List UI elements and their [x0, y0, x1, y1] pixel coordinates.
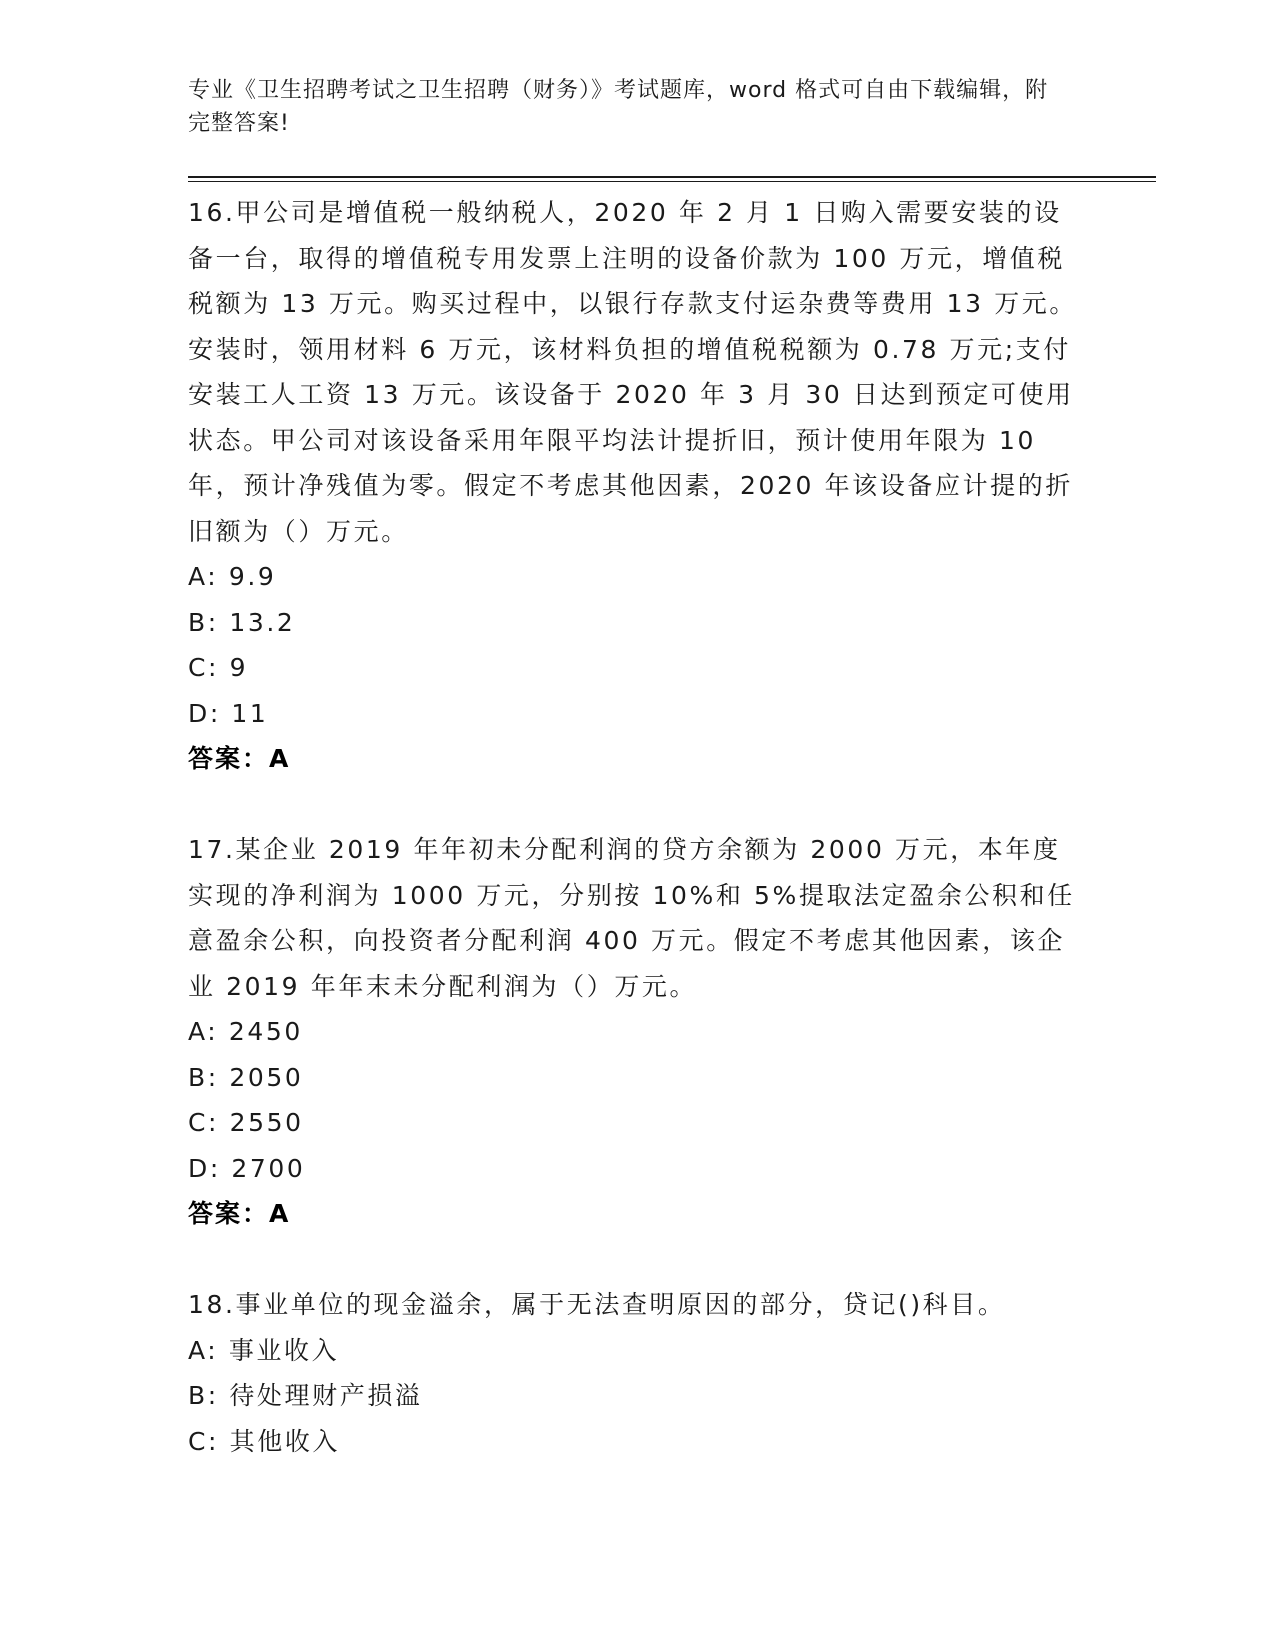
option-b: B: 13.2 — [188, 607, 296, 637]
header-rule-thick — [188, 176, 1156, 178]
option-a: A: 9.9 — [188, 562, 277, 591]
question-17 — [188, 827, 1088, 1237]
answer-label: 答案：A — [188, 744, 291, 773]
option-d: D: 2700 — [188, 1153, 306, 1183]
option-d: D: 11 — [188, 698, 269, 728]
option-a: A: 事业收入 — [188, 1335, 340, 1365]
header-rule-thin — [188, 181, 1156, 182]
questions-content — [188, 190, 1088, 1464]
option-c: C: 9 — [188, 653, 249, 682]
option-b: B: 待处理财产损溢 — [188, 1381, 423, 1410]
answer-label: 答案：A — [188, 1199, 291, 1228]
question-18 — [188, 1282, 1088, 1464]
spacer — [188, 782, 1088, 828]
option-c: C: 2550 — [188, 1108, 304, 1137]
option-b: B: 2050 — [188, 1062, 304, 1092]
question-stem: 17.某企业 2019 年年初未分配利润的贷方余额为 2000 万元，本年度实现的净利润为 1000 万元，分别按 10%和 5%提取法定盈余公积和任意盈余公积，向投资者分配利润 400 万元。假定不考虑其他因素，该企业 2019 年年末未分配利润为（）万元。 — [188, 835, 1075, 1001]
question-16 — [188, 190, 1088, 782]
question-stem: 18.事业单位的现金溢余，属于无法查明原因的部分，贷记()科目。 — [188, 1290, 1006, 1319]
question-stem: 16.甲公司是增值税一般纳税人，2020 年 2 月 1 日购入需要安装的设备一台，取得的增值税专用发票上注明的设备价款为 100 万元，增值税税额为 13 万元。购买过程中，以银行存款支付运杂费等费用 13 万元。安装时，领用材料 6 万元，该材料负担的增值税税额为 0.78 万元;支付安装工人工资 13 万元。该设备于 2020 年 3 月 30 日达到预定可使用状态。甲公司对该设备采用年限平均法计提折旧，预计使用年限为 10 年，预计净残值为零。假定不考虑其他因素，2020 年该设备应计提的折旧额为（）万元。 — [188, 198, 1078, 546]
document-header: 专业《卫生招聘考试之卫生招聘（财务）》考试题库，word 格式可自由下载编辑，附完整答案! — [188, 78, 1049, 136]
option-c: C: 其他收入 — [188, 1426, 341, 1456]
spacer — [188, 1237, 1088, 1283]
option-a: A: 2450 — [188, 1017, 303, 1046]
